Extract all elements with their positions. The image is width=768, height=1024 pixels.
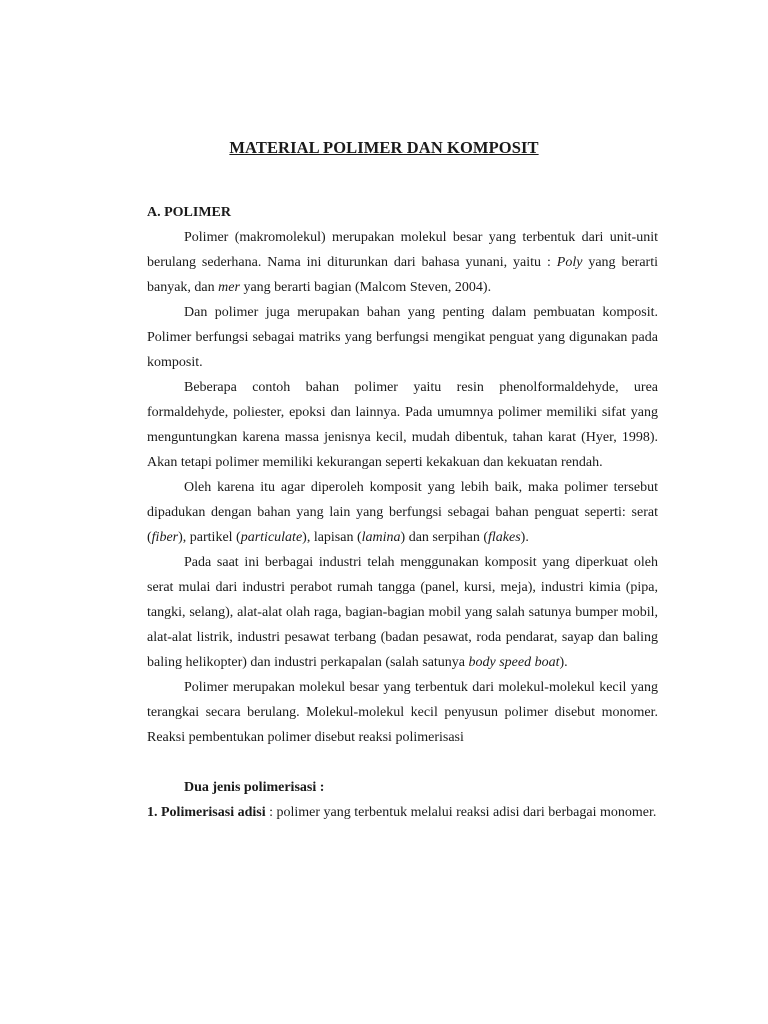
list-item-text: : polimer yang terbentuk melalui reaksi adisi dari berbagai monomer. bbox=[265, 805, 657, 820]
paragraph-polimer-matrix: Dan polimer juga merupakan bahan yang penting dalam pembuatan komposit. Polimer berfungsi sebagai matriks yang berfungsi mengikat penguat yang digunakan pada komposit. bbox=[147, 305, 658, 370]
paragraph-monomer: Polimer merupakan molekul besar yang terbentuk dari molekul-molekul kecil yang terangkai secara berulang. Molekul-molekul kecil penyusun polimer disebut monomer. Reaksi pembentukan polimer disebut reaksi polimerisasi bbox=[147, 680, 658, 745]
text-span: yang berarti bagian (Malcom Steven, 2004). bbox=[239, 280, 492, 295]
italic-term: Poly bbox=[556, 255, 583, 270]
paragraph-polimer-examples: Beberapa contoh bahan polimer yaitu resin phenolformaldehyde, urea formaldehyde, poliester, epoksi dan lainnya. Pada umumnya polimer memiliki sifat yang menguntungkan karena massa jenisnya kecil, mudah dibentuk, tahan karat (Hyer, 1998). Akan tetapi polimer memiliki kekurangan seperti kekakuan dan kekuatan rendah. bbox=[147, 380, 658, 470]
section-heading: A. POLIMER bbox=[147, 205, 231, 220]
text-span: ), lapisan ( bbox=[302, 530, 362, 545]
text-span: ) dan serpihan ( bbox=[400, 530, 488, 545]
paragraph-polimer-definition bbox=[147, 225, 658, 300]
list-item-adisi bbox=[147, 800, 658, 825]
document-title: MATERIAL POLIMER DAN KOMPOSIT bbox=[229, 138, 539, 157]
text-span: ). bbox=[559, 655, 568, 670]
italic-term: lamina bbox=[361, 530, 401, 545]
subheading-polymerization-types: Dua jenis polimerisasi : bbox=[184, 780, 325, 795]
italic-term: particulate bbox=[240, 530, 303, 545]
italic-term: fiber bbox=[151, 530, 179, 545]
text-span: Pada saat ini berbagai industri telah menggunakan komposit yang diperkuat oleh serat mulai dari industri perabot rumah tangga (panel, kursi, meja), industri kimia (pipa, tangki, selang), alat-alat olah raga, bagian-bagian mobil yang salah satunya bumper mobil, alat-alat listrik, industri pesawat terbang (badan pesawat, roda pendarat, sayap dan baling baling helikopter) dan industri perkapalan (salah satunya bbox=[147, 555, 658, 670]
document-body bbox=[147, 200, 658, 825]
italic-term: flakes bbox=[488, 530, 521, 545]
paragraph-industry-usage bbox=[147, 550, 658, 675]
italic-term: mer bbox=[218, 280, 240, 295]
text-span: Polimer (makromolekul) merupakan molekul besar yang terbentuk dari unit-unit berulang sederhana. Nama ini diturunkan dari bahasa yunani, yaitu : bbox=[147, 230, 658, 270]
paragraph-reinforcement bbox=[147, 475, 658, 550]
text-span: ), partikel ( bbox=[178, 530, 241, 545]
text-span: Oleh karena itu agar diperoleh komposit yang lebih baik, maka polimer tersebut dipadukan dengan bahan yang lain yang berfungsi sebagai bahan penguat seperti: serat ( bbox=[147, 480, 658, 545]
italic-term: body speed boat bbox=[468, 655, 560, 670]
list-item-label: 1. Polimerisasi adisi bbox=[147, 805, 266, 820]
text-span: ). bbox=[520, 530, 529, 545]
text-span: yang berarti banyak, dan bbox=[147, 255, 658, 295]
spacer bbox=[147, 750, 658, 775]
